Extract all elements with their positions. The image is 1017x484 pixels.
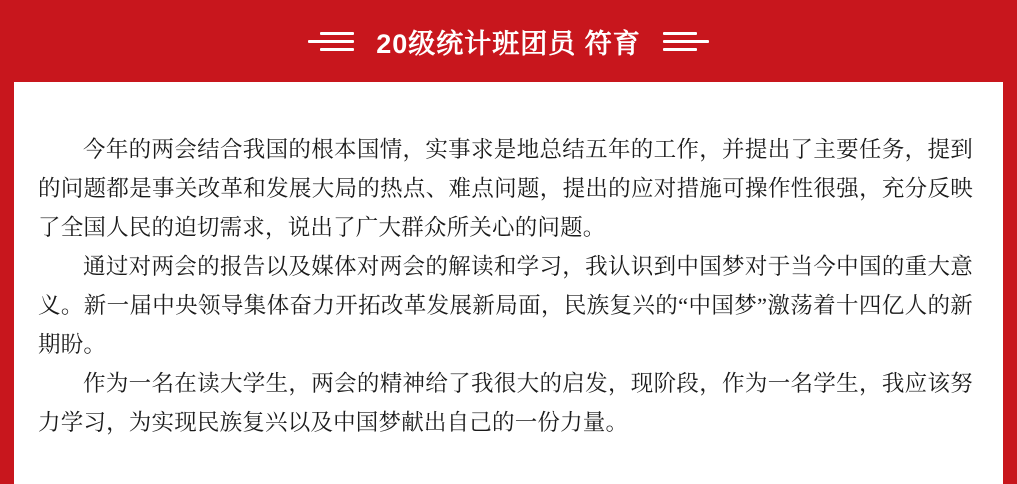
paragraph-2: 通过对两会的报告以及媒体对两会的解读和学习，我认识到中国梦对于当今中国的重大意义。新一届中央领导集体奋力开拓改革发展新局面，民族复兴的“中国梦”激荡着十四亿人的新期盼。 xyxy=(38,254,973,357)
paragraph-3: 作为一名在读大学生，两会的精神给了我很大的启发，现阶段，作为一名学生，我应该努力学习，为实现民族复兴以及中国梦献出自己的一份力量。 xyxy=(38,371,973,435)
article-body xyxy=(14,82,1003,484)
header-banner xyxy=(0,0,1017,82)
triple-line-decoration-left-icon xyxy=(308,32,354,51)
paragraph-1: 今年的两会结合我国的根本国情，实事求是地总结五年的工作，并提出了主要任务，提到的问题都是事关改革和发展大局的热点、难点问题，提出的应对措施可操作性很强，充分反映了全国人民的迫切需求，说出了广大群众所关心的问题。 xyxy=(38,137,973,240)
triple-line-decoration-right-icon xyxy=(663,32,709,51)
header-content xyxy=(308,22,709,61)
page-title: 20级统计班团员 符育 xyxy=(376,28,641,59)
